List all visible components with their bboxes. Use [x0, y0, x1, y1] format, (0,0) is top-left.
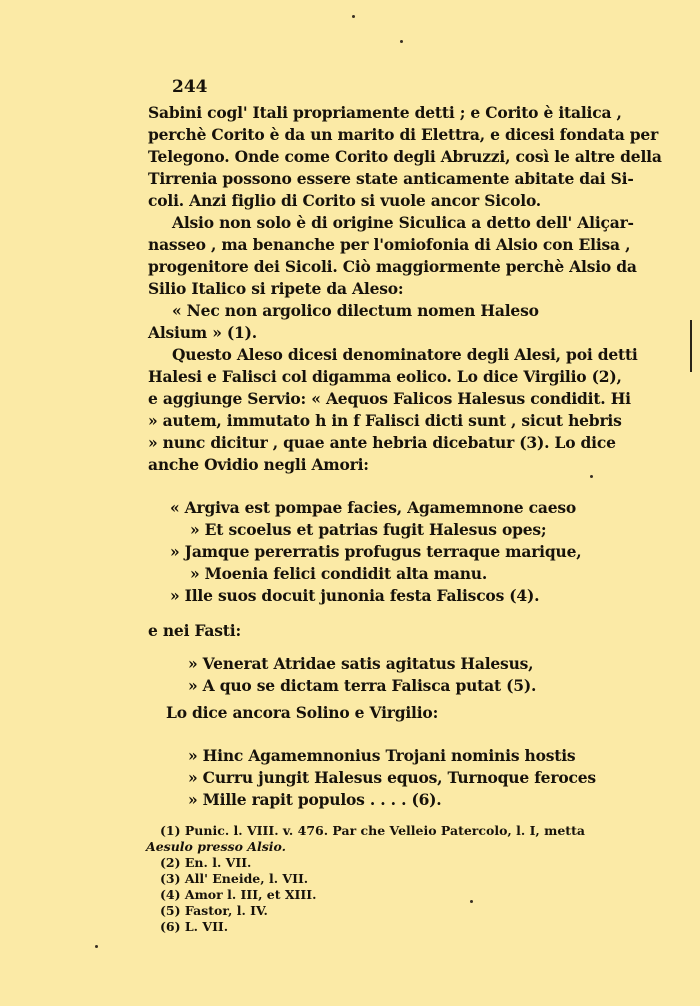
text-line: Sabini cogl' Itali propriamente detti ; e Corito è italica ,	[148, 103, 622, 122]
footnote: (6) L. VII.	[160, 919, 229, 934]
verse-line: » Curru jungit Halesus equos, Turnoque feroces	[188, 768, 596, 787]
text-line: e aggiunge Servio: « Aequos Falicos Halesus condidit. Hi	[148, 389, 631, 408]
text-line: Lo dice ancora Solino e Virgilio:	[166, 703, 439, 722]
text-line: » autem, immutato h in f Falisci dicti sunt , sicut hebris	[148, 411, 622, 430]
scan-speck	[95, 945, 98, 948]
scan-speck	[470, 900, 473, 903]
verse-line: » Mille rapit populos . . . . (6).	[188, 790, 442, 809]
verse-line: » Hinc Agamemnonius Trojani nominis hostis	[188, 746, 576, 765]
text-line: coli. Anzi figlio di Corito si vuole ancor Sicolo.	[148, 191, 542, 210]
text-line: e nei Fasti:	[148, 621, 241, 640]
verse-line: « Argiva est pompae facies, Agamemnone caeso	[170, 498, 577, 517]
verse-line: » Ille suos docuit junonia festa Faliscos (4).	[170, 586, 540, 605]
text-line: Silio Italico si ripete da Aleso:	[148, 279, 404, 298]
footnote: (5) Fastor, l. IV.	[160, 903, 268, 918]
verse-line: » Jamque pererratis profugus terraque marique,	[170, 542, 582, 561]
footnote: Aesulo presso Alsio.	[146, 839, 286, 854]
verse-line: » Moenia felici condidit alta manu.	[190, 564, 488, 583]
footnote: (2) En. l. VII.	[160, 855, 252, 870]
text-line: » nunc dicitur , quae ante hebria dicebatur (3). Lo dice	[148, 433, 616, 452]
quote-line: Alsium » (1).	[148, 323, 257, 342]
scan-speck	[590, 475, 593, 478]
verse-line: » Et scoelus et patrias fugit Halesus opes;	[190, 520, 547, 539]
quote-line: « Nec non argolico dilectum nomen Haleso	[172, 301, 539, 320]
text-line: Halesi e Falisci col digamma eolico. Lo dice Virgilio (2),	[148, 367, 622, 386]
text-line: Alsio non solo è di origine Siculica a detto dell' Aliçar-	[172, 213, 634, 232]
text-line: Telegono. Onde come Corito degli Abruzzi, così le altre della	[148, 147, 662, 166]
text-line: progenitore dei Sicoli. Ciò maggiormente perchè Alsio da	[148, 257, 637, 276]
text-line: nasseo , ma benanche per l'omiofonia di Alsio con Elisa ,	[148, 235, 631, 254]
scan-speck	[352, 15, 355, 18]
text-line: anche Ovidio negli Amori:	[148, 455, 369, 474]
margin-mark	[690, 320, 692, 372]
page-number: 244	[172, 77, 208, 97]
text-line: Questo Aleso dicesi denominatore degli Alesi, poi detti	[172, 345, 638, 364]
text-line: perchè Corito è da un marito di Elettra, e dicesi fondata per	[148, 125, 659, 144]
footnote: (4) Amor l. III, et XIII.	[160, 887, 317, 902]
scan-speck	[400, 40, 403, 43]
footnote: (3) All' Eneide, l. VII.	[160, 871, 309, 886]
text-line: Tirrenia possono essere state anticamente abitate dai Si-	[148, 169, 634, 188]
verse-line: » Venerat Atridae satis agitatus Halesus,	[188, 654, 534, 673]
footnote: (1) Punic. l. VIII. v. 476. Par che Velleio Patercolo, l. I, metta	[160, 823, 585, 838]
verse-line: » A quo se dictam terra Falisca putat (5).	[188, 676, 537, 695]
